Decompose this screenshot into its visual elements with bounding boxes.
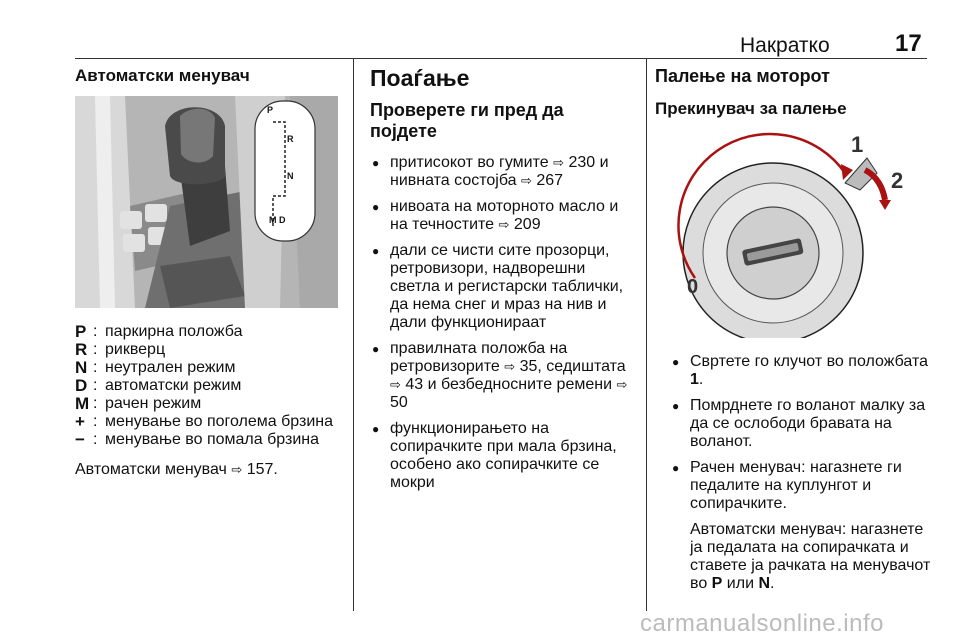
bullet-text: нивоата на моторното масло и на течностите [390, 198, 619, 233]
legend-text: менување во помала брзина [105, 431, 319, 448]
subheading-checks: Проверете ги пред да појдете [370, 100, 564, 141]
column-divider-2 [646, 58, 647, 611]
ignition-steps [670, 353, 932, 593]
legend-text: неутрален режим [105, 359, 236, 376]
list-item [670, 459, 932, 513]
legend-row: D : автоматски режим [75, 376, 242, 395]
legend-key: P [75, 322, 87, 341]
section-heading-auto-gearbox: Автоматски менувач [75, 66, 250, 85]
page-ref-icon[interactable]: ⇨ [553, 155, 565, 170]
page-ref-icon[interactable]: ⇨ [616, 377, 628, 392]
bullet-text: правилната положба на ретровизорите [390, 340, 568, 375]
ref-page[interactable]: 50 [390, 394, 408, 411]
gate-label-p: P [267, 105, 274, 115]
legend-key: N [75, 358, 88, 377]
bullet-text: притисокот во гумите [390, 154, 549, 171]
gear-selector-illustration [75, 96, 338, 308]
legend-text: менување во поголема брзина [105, 413, 334, 430]
gate-label-md: M D [269, 215, 286, 225]
bullet-text: дали се чисти сите прозорци, ретровизори, надворешни светла и регистарски таблички, да нема снег и мраз на нив и дали функционираат [390, 242, 624, 331]
bold-p: P [711, 575, 723, 592]
legend-key: − [75, 430, 85, 449]
punct: . [770, 575, 775, 592]
gate-label-r: R [287, 134, 294, 144]
column-engine-start [655, 58, 930, 119]
legend-row: P : паркирна положба [75, 322, 243, 341]
key-position-0: 0 [687, 276, 699, 298]
list-item [670, 397, 932, 451]
bullet-text: Свртете го клучот во положбата [690, 353, 928, 370]
bullet-text: Рачен менувач: нагазнете ги педалите на куплунгот и сопирачките. [690, 459, 902, 512]
legend-row: − : менување во помала брзина [75, 430, 319, 449]
section-heading-starting: Поаѓање [370, 65, 470, 91]
page-ref-icon[interactable]: ⇨ [504, 359, 516, 374]
page-ref-icon[interactable]: ⇨ [390, 377, 401, 392]
section-heading-engine-start: Палење на моторот [655, 66, 830, 86]
list-item [370, 154, 635, 190]
checks-list [370, 154, 635, 492]
ignition-list [670, 353, 932, 513]
page-number: 17 [895, 30, 922, 57]
bullet-text: Помрднете го воланот малку за да се ослободи бравата на воланот. [690, 397, 926, 450]
punct: . [698, 371, 704, 388]
legend-text: рикверц [105, 341, 166, 358]
page-ref-icon[interactable]: ⇨ [231, 462, 243, 477]
gearbox-reference [75, 461, 278, 479]
bullet-text: и безбедносните ремени [427, 376, 613, 393]
legend-row: N : неутрален режим [75, 358, 236, 377]
gear-legend [75, 323, 333, 449]
bullet-text: функционирањето на сопирачките при мала брзина, особено ако сопирачките се мокри [390, 420, 617, 491]
legend-text: рачен режим [105, 395, 202, 412]
legend-row: + : менување во поголема брзина [75, 412, 334, 431]
gate-label-n: N [287, 171, 294, 181]
column-divider-1 [353, 58, 354, 611]
auto-gearbox-paragraph [670, 521, 932, 593]
bullet-text: седиштата [546, 358, 626, 375]
legend-key: R [75, 340, 88, 359]
bold-position: 1 [690, 371, 699, 388]
ignition-switch-illustration [655, 128, 925, 338]
list-item [370, 198, 635, 234]
ignition-switch-drawing [655, 128, 925, 338]
legend-text: паркирна положба [105, 323, 243, 340]
legend-text: автоматски режим [105, 377, 242, 394]
page-ref-icon[interactable]: ⇨ [498, 217, 510, 232]
ref-page[interactable]: 267 [536, 172, 564, 189]
ref-page[interactable]: 43 [405, 376, 424, 393]
ref-page[interactable]: 35, [519, 358, 542, 375]
legend-row: R : рикверц [75, 340, 166, 359]
list-item [370, 242, 635, 332]
list-item [670, 353, 932, 389]
subheading-ignition-switch: Прекинувач за палење [655, 99, 847, 118]
key-position-1: 1 [851, 132, 864, 157]
gear-selector-drawing [75, 96, 338, 308]
ref-page[interactable]: 209 [513, 216, 541, 233]
column-starting-off [370, 58, 635, 500]
legend-key: M [75, 394, 90, 413]
paragraph-text: или [726, 575, 755, 592]
running-header-title: Накратко [740, 34, 830, 57]
bold-n: N [758, 575, 771, 592]
list-item [370, 340, 635, 412]
legend-row: M : рачен режим [75, 394, 202, 413]
ref-text: Автоматски менувач [75, 461, 227, 478]
legend-key: D [75, 376, 88, 395]
legend-key: + [75, 412, 85, 431]
list-item [370, 420, 635, 492]
key-position-2: 2 [891, 168, 904, 193]
page-ref-icon[interactable]: ⇨ [520, 173, 532, 188]
ref-page[interactable]: 230 [568, 154, 596, 171]
ref-page[interactable]: 157. [246, 461, 278, 478]
bullet-text: и нивната состојба [390, 154, 609, 189]
paragraph-text: Автоматски менувач: нагазнете ја педалата на сопирачката и ставете ја рачката на менувачот во [690, 521, 931, 592]
watermark: carmanualsonline.info [640, 610, 884, 637]
column-gearbox [75, 58, 343, 86]
